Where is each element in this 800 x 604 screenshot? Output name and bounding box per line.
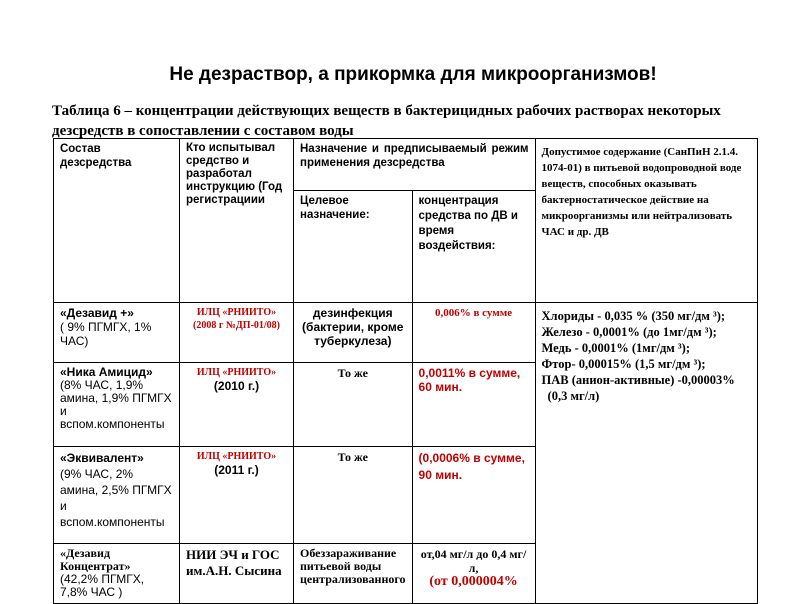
product-name: «Дезавид Концентрат» xyxy=(60,546,131,573)
registration-year: (2011 г.) xyxy=(214,463,259,477)
limit-fluorine: Фтор- 0,00015% (1,5 мг/дм ³); xyxy=(541,357,706,371)
slide-title: Не дезраствор, а прикормка для микроорганизмов! xyxy=(169,64,657,85)
product-composition: (42,2% ПГМГХ, 7,8% ЧАС ) xyxy=(60,572,145,599)
header-target-purpose: Целевое назначение: xyxy=(294,191,413,303)
product-composition: ( 9% ПГМГХ, 1% ЧАС) xyxy=(60,320,152,348)
tester-org: ИЛЦ «РНИИТО» xyxy=(196,367,277,378)
header-concentration: концентрация средства по ДВ и время воздействия: xyxy=(412,191,535,303)
limit-iron: Железо - 0,0001% (до 1мг/дм ³); xyxy=(541,325,717,339)
disinfectant-table xyxy=(53,138,758,604)
product-composition: (9% ЧАС, 2% амина, 2,5% ПГМГХ и вспом.компоненты xyxy=(60,467,172,529)
product-composition: (8% ЧАС, 1,9% амина, 1,9% ПГМГХ и вспом.компоненты xyxy=(60,378,172,431)
limit-copper: Медь - 0,0001% (1мг/дм ³); xyxy=(541,341,691,355)
header-allowed-content: Допустимое содержание (СанПиН 2.1.4. 1074-01) в питьевой водопроводной воде веществ, способных оказывать бактерностатическое действие на микроорганизмы или нейтрализовать ЧАС и др. ДВ xyxy=(535,139,757,303)
concentration: (от 0,000004% xyxy=(429,574,518,589)
concentration-mgl: от,04 мг/л до 0,4 мг/л, xyxy=(420,547,527,575)
limit-surfactants-mgl: (0,3 мг/л) xyxy=(547,389,600,403)
product-name: «Ника Амицид» xyxy=(60,365,153,379)
target-purpose: дезинфекция (бактерии, кроме туберкулеза) xyxy=(294,303,413,363)
table-caption: Таблица 6 – концентрации действующих веществ в бактерицидных рабочих растворах некоторых дезсредств в сопоставлении с составом воды xyxy=(52,103,721,139)
concentration: (0,0006% в сумме, 90 мин. xyxy=(412,447,535,544)
registration-year: (2008 г №ДП-01/08) xyxy=(192,320,281,331)
product-name: «Дезавид +» xyxy=(60,306,134,320)
table-row xyxy=(54,303,758,363)
concentration: 0,0011% в сумме, 60 мин. xyxy=(412,363,535,447)
header-tester: Кто испытывал средство и разработал инструкцию (Год регистрациии xyxy=(180,139,294,303)
limit-surfactants: ПАВ (анион-активные) -0,00003% xyxy=(541,373,735,387)
product-name: «Эквивалент» xyxy=(60,451,144,465)
target-purpose: Обеззараживание питьевой воды централизованного xyxy=(294,544,413,604)
registration-year: (2010 г.) xyxy=(213,379,260,393)
limit-chlorides: Хлориды - 0,035 % (350 мг/дм ³); xyxy=(541,309,726,323)
target-purpose: То же xyxy=(294,447,413,544)
tester-org: ИЛЦ «РНИИТО» xyxy=(196,307,277,318)
header-composition: Состав дезсредства xyxy=(54,139,180,303)
allowed-limits xyxy=(535,303,757,604)
concentration: 0,006% в сумме xyxy=(412,303,535,363)
header-purpose-mode: Назначение и предписываемый режим применения дезсредства xyxy=(294,139,536,191)
target-purpose: То же xyxy=(294,363,413,447)
tester-org: НИИ ЭЧ и ГОС им.А.Н. Сысина xyxy=(186,547,282,578)
tester-org: ИЛЦ «РНИИТО» xyxy=(196,451,277,462)
